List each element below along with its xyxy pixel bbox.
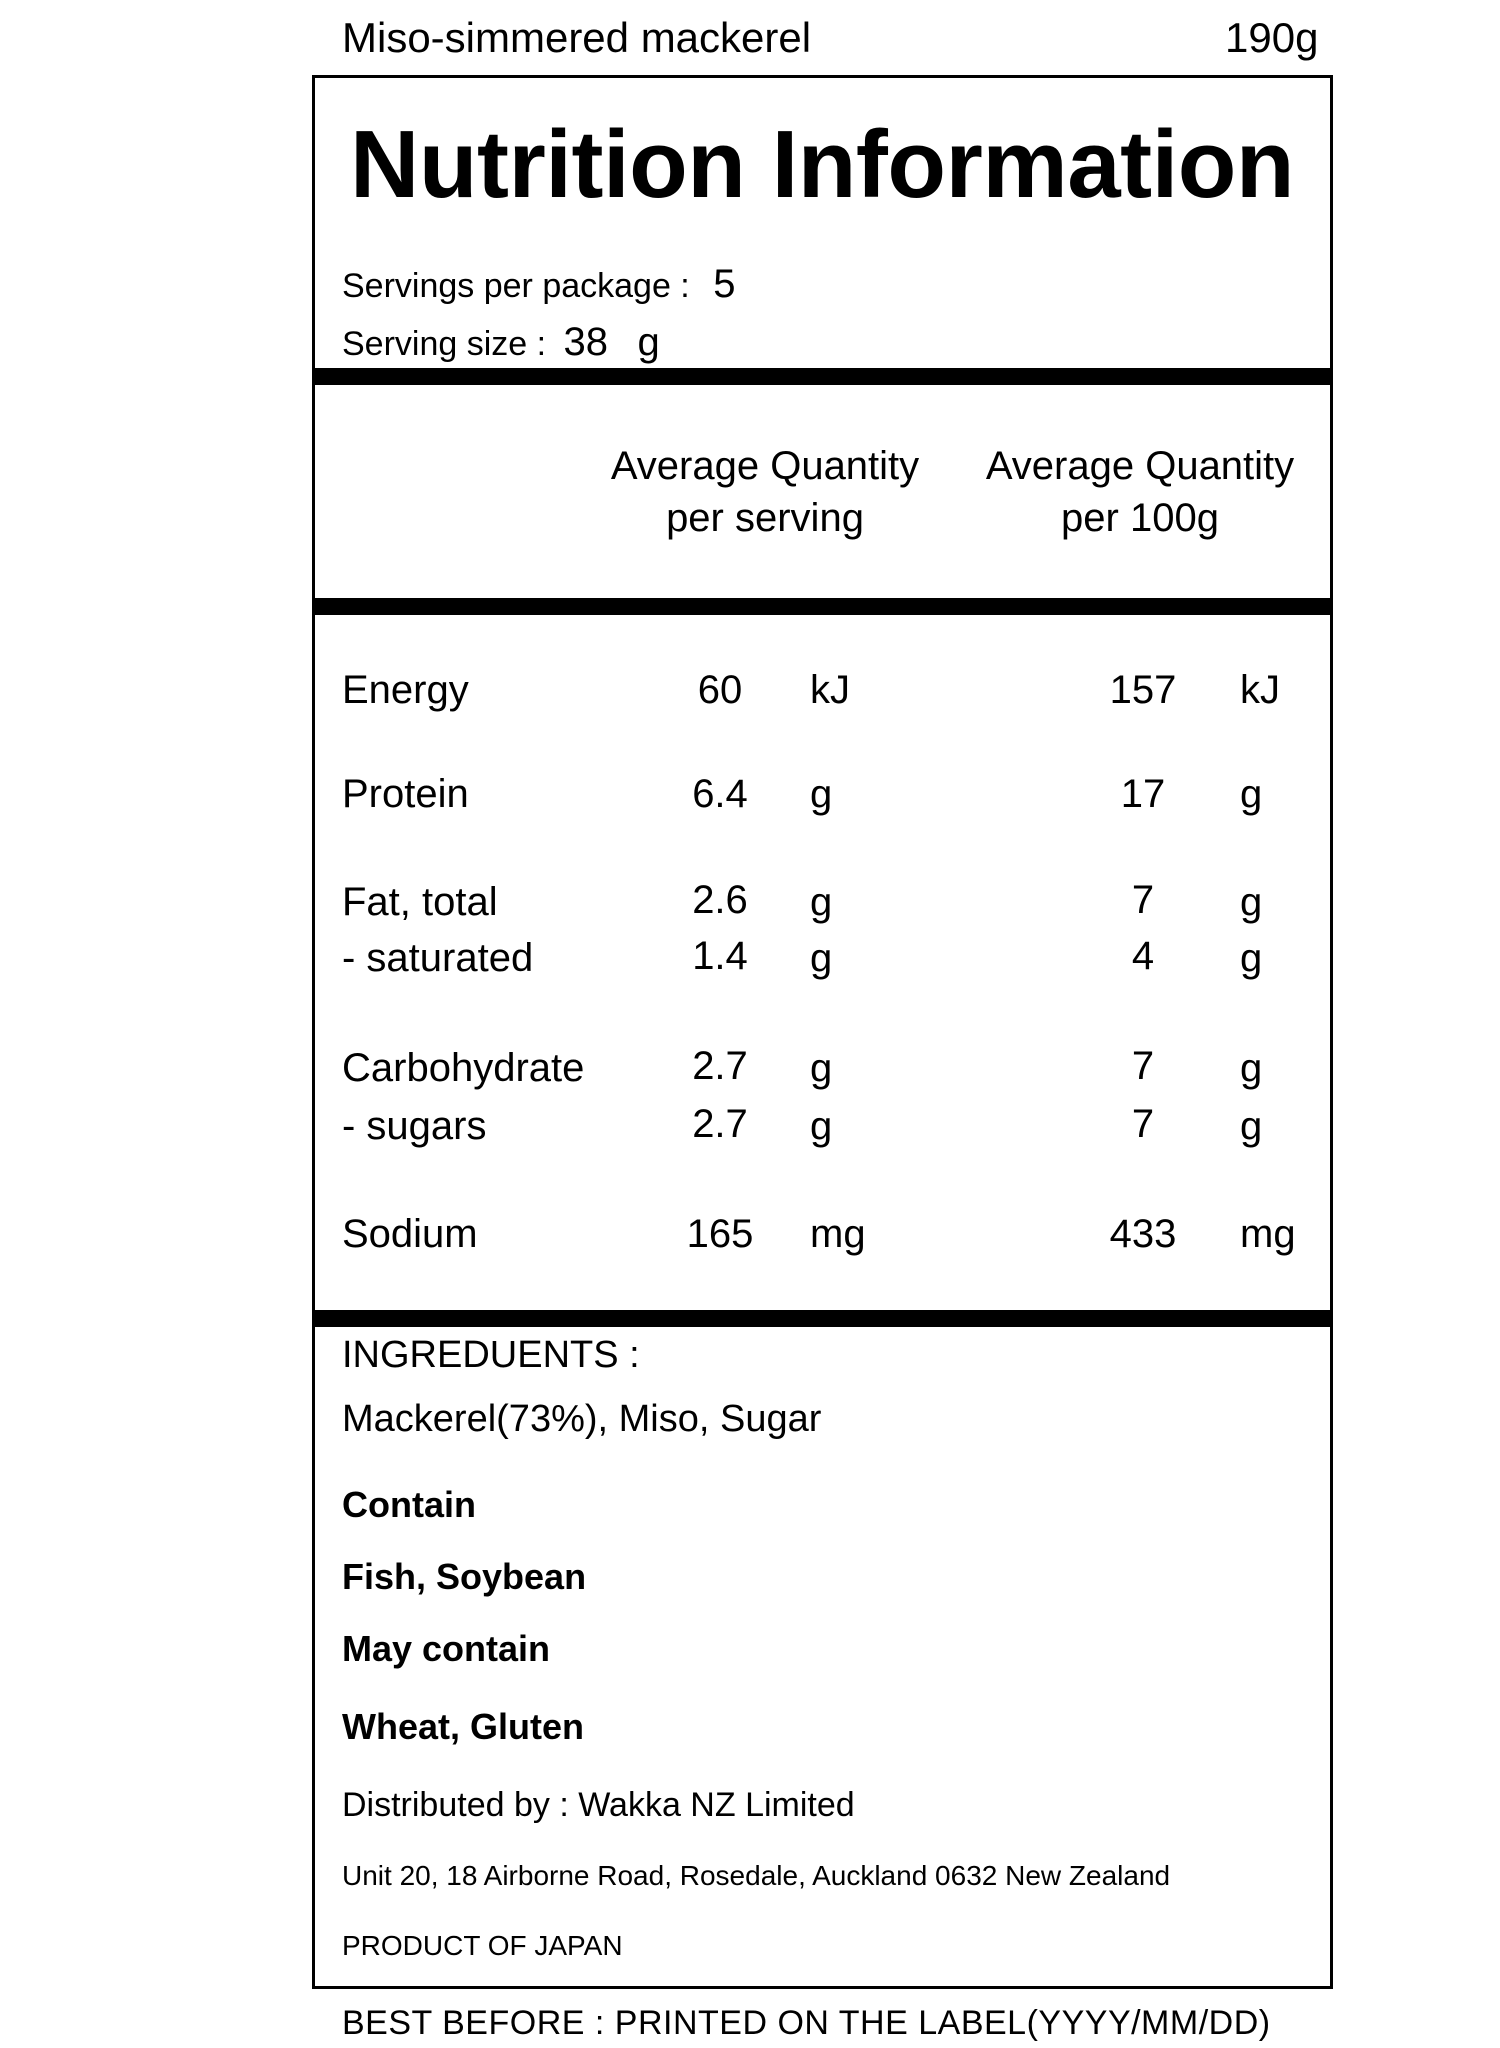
per-serving-unit: g [810, 880, 833, 924]
per-serving-value: 165 [686, 1212, 754, 1256]
per-100g-value: 17 [1120, 772, 1166, 816]
country-of-origin: PRODUCT OF JAPAN [342, 1930, 623, 1961]
serving-size-value: 38 [563, 320, 609, 364]
per-serving-unit: g [810, 936, 833, 980]
per-serving-unit: g [810, 1104, 833, 1148]
column-heading-line: per serving [666, 496, 864, 540]
best-before: BEST BEFORE : PRINTED ON THE LABEL(YYYY/MM/DD) [342, 2004, 1271, 2042]
column-heading-per-100g [960, 440, 1320, 544]
per-100g-unit: kJ [1240, 668, 1280, 712]
per-serving-unit: kJ [810, 668, 850, 712]
per-100g-value: 157 [1109, 668, 1177, 712]
allergen-may-contain-label: May contain [342, 1628, 551, 1669]
per-serving-value: 2.7 [692, 1102, 748, 1146]
per-100g-value: 433 [1109, 1212, 1177, 1256]
per-100g-unit: g [1240, 1104, 1263, 1148]
allergen-contain-label: Contain [342, 1484, 476, 1525]
heavy-divider [312, 1310, 1333, 1327]
per-serving-value: 60 [697, 668, 743, 712]
per-serving-unit: g [810, 1046, 833, 1090]
per-serving-value: 2.6 [692, 878, 748, 922]
ingredients-list: Mackerel(73%), Miso, Sugar [342, 1398, 822, 1440]
per-100g-value: 7 [1131, 1044, 1155, 1088]
heavy-divider [312, 598, 1333, 615]
serving-size-unit: g [637, 320, 660, 364]
serving-size [342, 320, 660, 365]
nutrient-name: - sugars [342, 1104, 487, 1148]
per-100g-unit: mg [1240, 1212, 1296, 1256]
panel-title: Nutrition Information [350, 111, 1295, 218]
per-serving-unit: g [810, 772, 833, 816]
column-heading-line: Average Quantity [985, 444, 1295, 488]
column-heading-per-serving [580, 440, 950, 544]
ingredients-heading: INGREDUENTS : [342, 1334, 640, 1376]
product-name: Miso-simmered mackerel [342, 14, 812, 61]
per-100g-value: 7 [1131, 878, 1155, 922]
per-serving-unit: mg [810, 1212, 866, 1256]
nutrient-name: Protein [342, 772, 469, 816]
per-100g-unit: g [1240, 936, 1263, 980]
per-serving-value: 1.4 [692, 934, 748, 978]
serving-size-label: Serving size : [342, 325, 547, 363]
column-heading-line: Average Quantity [610, 444, 920, 488]
nutrient-name: - saturated [342, 936, 534, 980]
per-100g-value: 4 [1131, 934, 1155, 978]
per-100g-unit: g [1240, 1046, 1263, 1090]
servings-per-package [342, 262, 735, 307]
nutrient-name: Sodium [342, 1212, 478, 1256]
nutrient-name: Energy [342, 668, 469, 712]
distributor-line: Distributed by : Wakka NZ Limited [342, 1786, 855, 1824]
column-heading-line: per 100g [1061, 496, 1219, 540]
allergen-may-contain-list: Wheat, Gluten [342, 1706, 584, 1747]
servings-per-package-value: 5 [713, 262, 736, 306]
nutrient-name: Carbohydrate [342, 1046, 585, 1090]
nutrient-name: Fat, total [342, 880, 498, 924]
per-serving-value: 2.7 [692, 1044, 748, 1088]
allergen-contain-list: Fish, Soybean [342, 1556, 587, 1597]
per-100g-value: 7 [1131, 1102, 1155, 1146]
distributor-address: Unit 20, 18 Airborne Road, Rosedale, Auckland 0632 New Zealand [342, 1860, 1171, 1891]
per-serving-value: 6.4 [692, 772, 748, 816]
servings-per-package-label: Servings per package : [342, 267, 690, 305]
per-100g-unit: g [1240, 772, 1263, 816]
net-weight: 190g [1225, 14, 1319, 61]
heavy-divider [312, 368, 1333, 385]
per-100g-unit: g [1240, 880, 1263, 924]
